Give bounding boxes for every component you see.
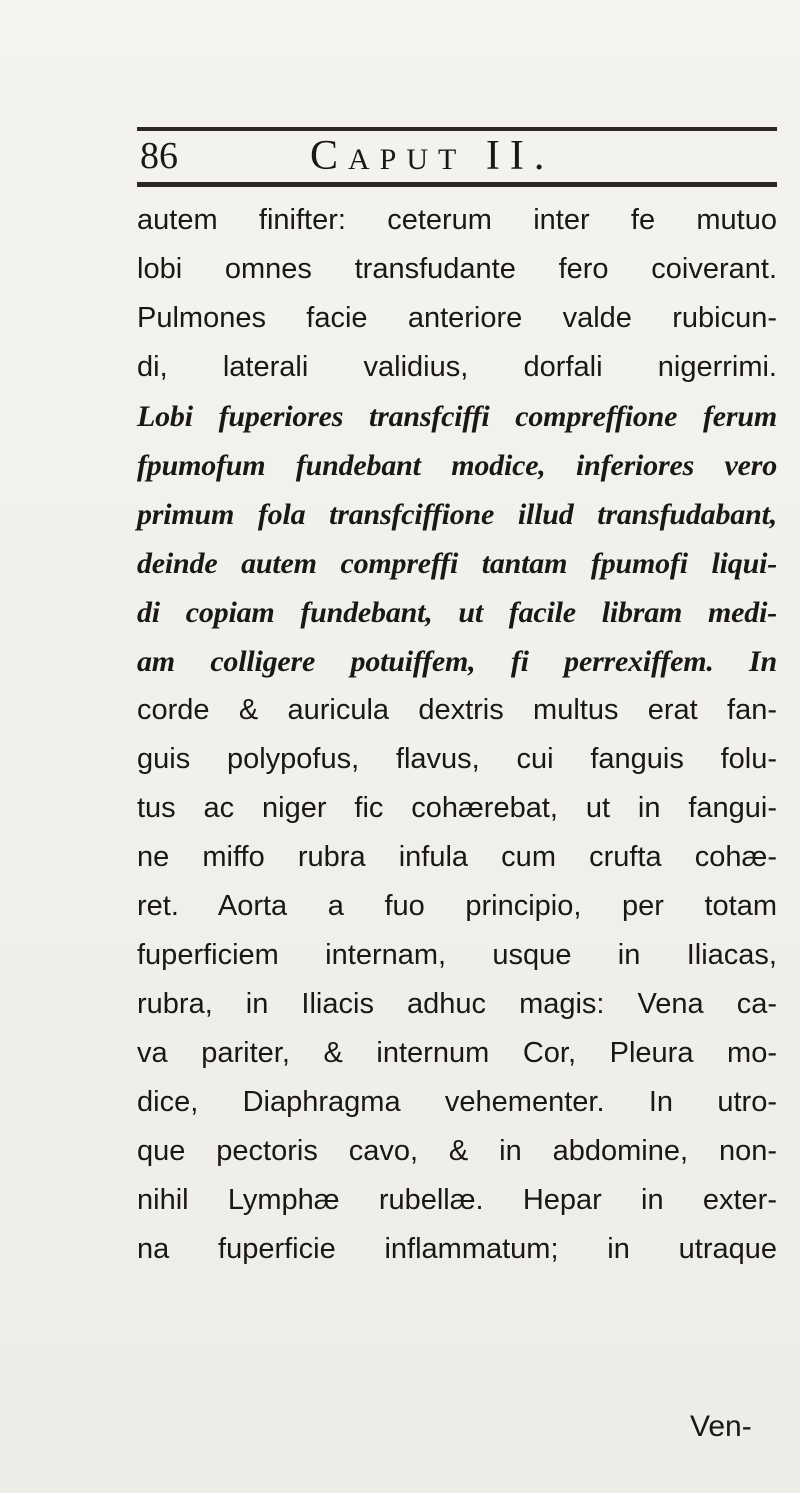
text-line-italic: Lobi fuperiores transfciffi compreffione ferum (137, 400, 777, 433)
text-line-italic: di copiam fundebant, ut facile libram medi- (137, 596, 777, 629)
text-line: que pectoris cavo, & in abdomine, non- (137, 1135, 777, 1167)
text-line: na fuperficie inflammatum; in utraque (137, 1233, 777, 1265)
text-line: ne miffo rubra infula cum crufta cohæ- (137, 841, 777, 873)
text-line: rubra, in Iliacis adhuc magis: Vena ca- (137, 988, 777, 1020)
text-line: guis polypofus, flavus, cui fanguis folu- (137, 743, 777, 775)
text-line: dice, Diaphragma vehementer. In utro- (137, 1086, 777, 1118)
header-top-rule (137, 127, 777, 131)
text-line: autem finifter: ceterum inter fe mutuo (137, 204, 777, 236)
text-line: Pulmones facie anteriore valde rubicun- (137, 302, 777, 334)
running-head-word: APUT (348, 143, 467, 176)
text-line: lobi omnes transfudante fero coiverant. (137, 253, 777, 285)
running-head (310, 132, 554, 184)
running-head-numeral: II. (485, 133, 555, 179)
page-number: 86 (140, 135, 178, 177)
text-line: nihil Lymphæ rubellæ. Hepar in exter- (137, 1184, 777, 1216)
text-line-italic: fpumofum fundebant modice, inferiores vero (137, 449, 777, 482)
text-line-italic: primum fola transfciffione illud transfudabant, (137, 498, 777, 531)
text-line: va pariter, & internum Cor, Pleura mo- (137, 1037, 777, 1069)
header-bottom-rule (137, 182, 777, 187)
text-line-italic: deinde autem compreffi tantam fpumofi liqui- (137, 547, 777, 580)
text-line: fuperficiem internam, usque in Iliacas, (137, 939, 777, 971)
text-line: corde & auricula dextris multus erat fan- (137, 694, 777, 726)
page-header (140, 132, 780, 180)
text-line-italic: am colligere potuiffem, fi perrexiffem. In (137, 645, 777, 678)
running-head-initial: C (310, 133, 349, 179)
catchword: Ven- (690, 1410, 752, 1443)
text-line: tus ac niger fic cohærebat, ut in fangui- (137, 792, 777, 824)
text-line: di, laterali validius, dorfali nigerrimi. (137, 351, 777, 383)
body-text (137, 196, 777, 1274)
text-line: ret. Aorta a fuo principio, per totam (137, 890, 777, 922)
